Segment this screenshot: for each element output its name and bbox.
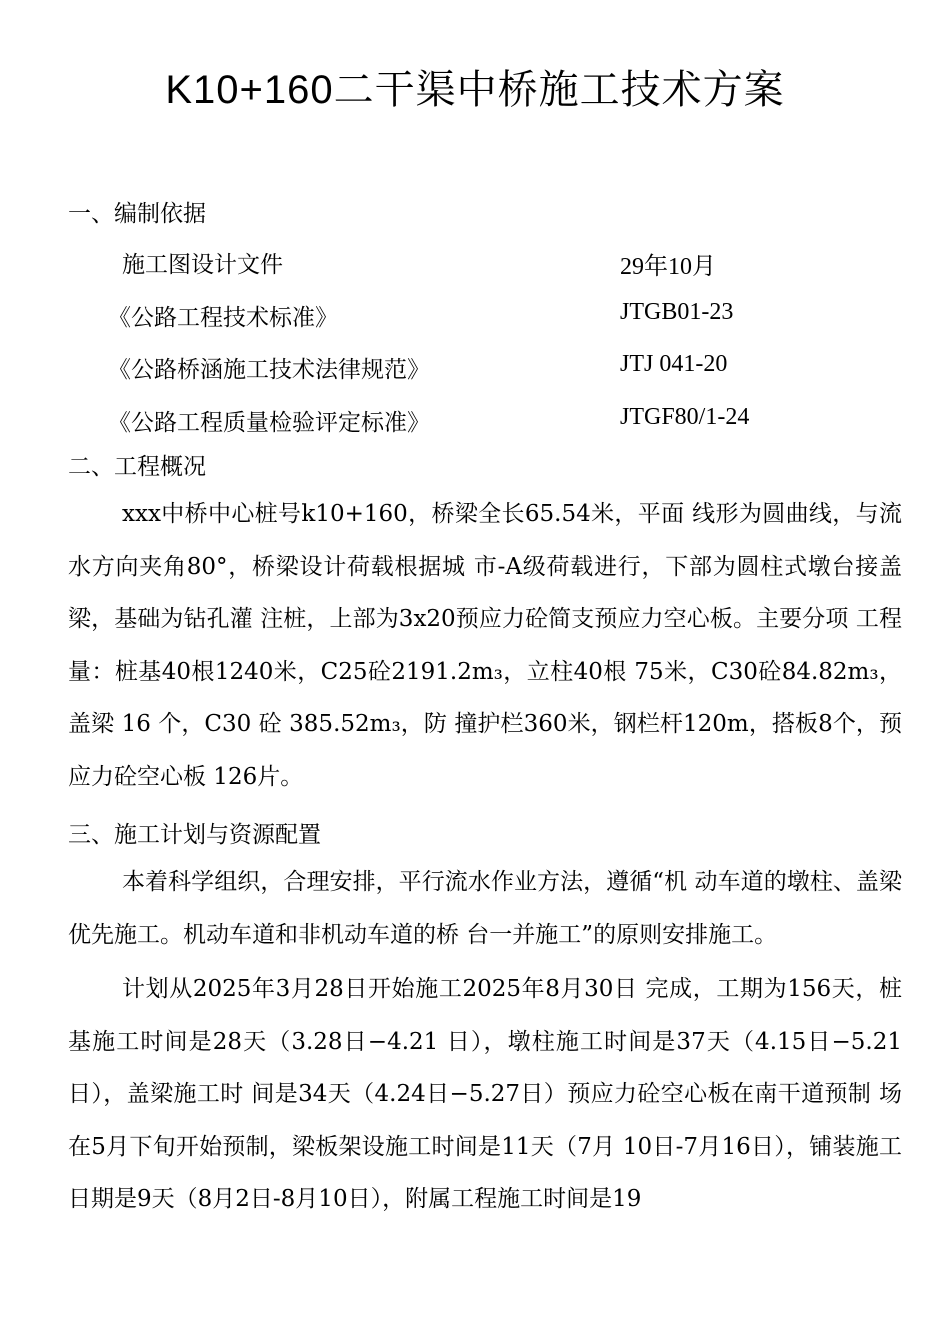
reference-code: JTJ 041-20 <box>620 351 728 377</box>
reference-name: 《公路桥涵施工技术法律规范》 <box>108 357 430 383</box>
reference-code: JTGB01-23 <box>620 299 734 325</box>
reference-name: 《公路工程技术标准》 <box>108 305 338 331</box>
section-heading-overview: 二、工程概况 <box>68 454 206 480</box>
overview-paragraph: xxx中桥中心桩号k10+160，桥梁全长65.54米，平面 线形为圆曲线，与流水方向夹角80°，桥梁设计荷载根据城 市-A级荷载进行，下部为圆柱式墩台接盖梁，基础为钻孔灌 注桩，上部为3x20预应力砼简支预应力空心板。主要分项 工程量：桩基40根1240米，C25砼2191.2m₃，立柱40根 75米，C30砼84.82m₃，盖梁 16 个，C30 砼 385.52m₃，防 撞护栏360米，钢栏杆120m，搭板8个，预应力砼空心板 126片。 <box>68 501 902 790</box>
reference-code: 29年10月 <box>620 254 716 280</box>
schedule-paragraph: 计划从2025年3月28日开始施工2025年8月30日 完成，工期为156天，桩基施工时间是28天（3.28日−4.21 日），墩柱施工时间是37天（4.15日−5.21日），盖梁施工时 间是34天（4.24日−5.27日）预应力砼空心板在南干道预制 场在5月下旬开始预制，梁板架设施工时间是11天（7月 10日-7月16日），铺装施工日期是9天（8月2日-8月10日），附属工程施工时间是19 <box>68 976 902 1212</box>
plan-paragraph: 本着科学组织，合理安排，平行流水作业方法，遵循“机 动车道的墩柱、盖梁优先施工。机动车道和非机动车道的桥 台一并施工”的原则安排施工。 <box>68 869 902 948</box>
reference-code: JTGF80/1-24 <box>620 404 750 430</box>
reference-row <box>0 246 950 280</box>
reference-row <box>0 351 950 381</box>
reference-name: 《公路工程质量检验评定标准》 <box>108 410 430 436</box>
reference-name: 施工图设计文件 <box>122 252 283 278</box>
reference-row <box>0 299 950 329</box>
document-title: K10+160二干渠中桥施工技术方案 <box>165 68 785 112</box>
section-heading-basis: 一、编制依据 <box>68 201 206 227</box>
reference-row <box>0 404 950 434</box>
section-heading-plan: 三、施工计划与资源配置 <box>68 822 321 848</box>
